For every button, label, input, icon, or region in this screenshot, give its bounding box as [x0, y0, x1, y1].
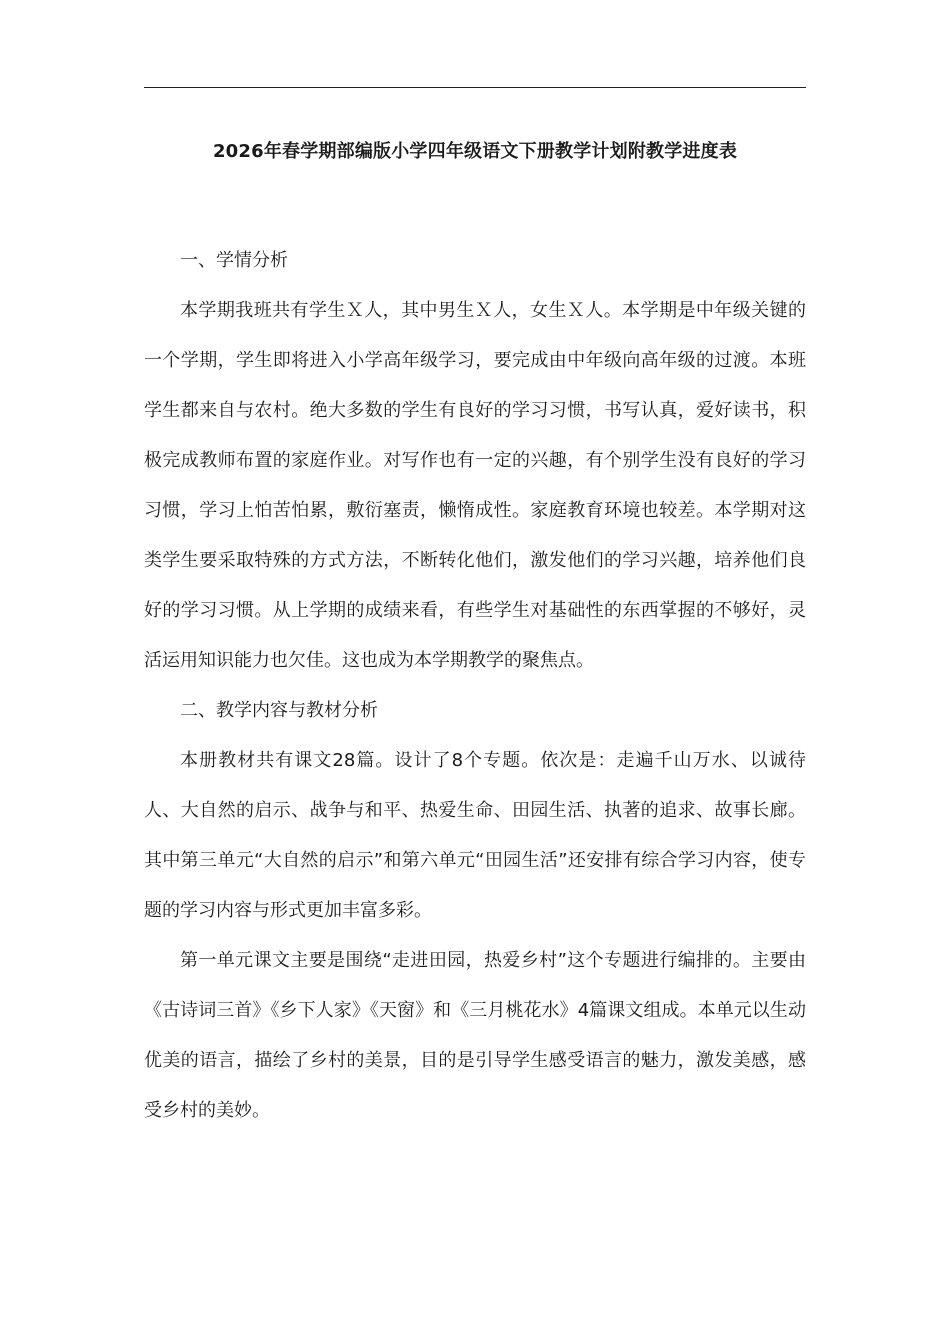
section-teaching-content: [144, 686, 806, 1136]
document-body: [144, 236, 806, 1136]
section-heading: 一、学情分析: [180, 250, 288, 271]
paragraph: 第一单元课文主要是围绕“走进田园，热爱乡村”这个专题进行编排的。主要由《古诗词三首》《乡下人家》《天窗》和《三月桃花水》4篇课文组成。本单元以生动优美的语言，描绘了乡村的美景，目的是引导学生感受语言的魅力，激发美感，感受乡村的美妙。: [144, 950, 806, 1121]
paragraph: 本学期我班共有学生Ｘ人，其中男生Ｘ人，女生Ｘ人。本学期是中年级关键的一个学期，学生即将进入小学高年级学习，要完成由中年级向高年级的过渡。本班学生都来自与农村。绝大多数的学生有良好的学习习惯，书写认真，爱好读书，积极完成教师布置的家庭作业。对写作也有一定的兴趣，有个别学生没有良好的学习习惯，学习上怕苦怕累，敷衍塞责，懒惰成性。家庭教育环境也较差。本学期对这类学生要采取特殊的方式方法，不断转化他们，激发他们的学习兴趣，培养他们良好的学习习惯。从上学期的成绩来看，有些学生对基础性的东西掌握的不够好，灵活运用知识能力也欠佳。这也成为本学期教学的聚焦点。: [144, 300, 806, 671]
section-student-analysis: [144, 236, 806, 686]
header-rule: [144, 87, 806, 88]
document-title: 2026年春学期部编版小学四年级语文下册教学计划附教学进度表: [212, 141, 738, 162]
section-heading: 二、教学内容与教材分析: [180, 700, 378, 721]
paragraph: 本册教材共有课文28篇。设计了8个专题。依次是：走遍千山万水、以诚待人、大自然的启示、战争与和平、热爱生命、田园生活、执著的追求、故事长廊。其中第三单元“大自然的启示”和第六单元“田园生活”还安排有综合学习内容，使专题的学习内容与形式更加丰富多彩。: [144, 750, 806, 921]
